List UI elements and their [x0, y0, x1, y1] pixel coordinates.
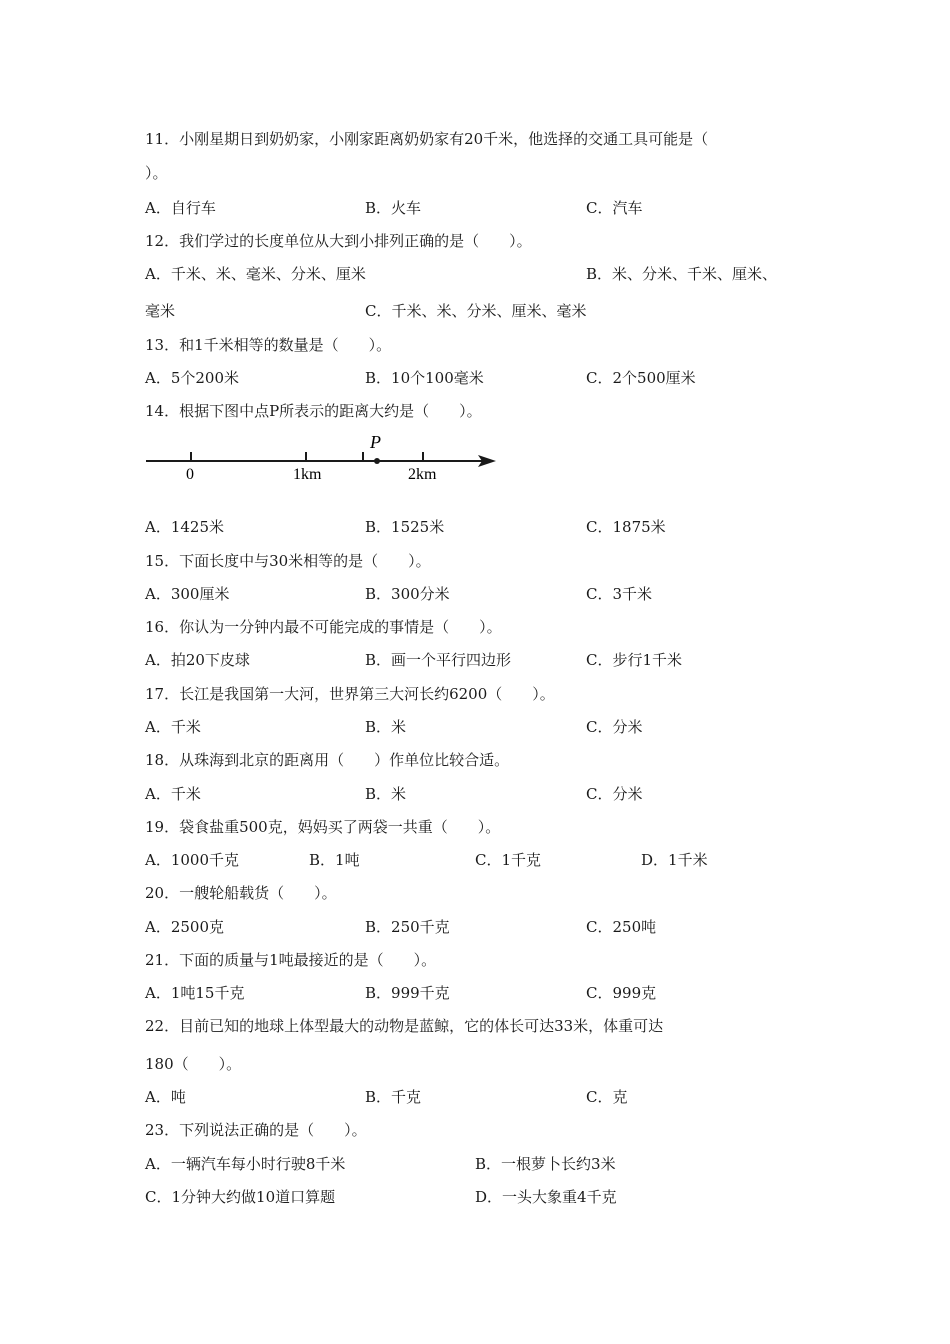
q19-option-a: A．1000千克: [145, 851, 240, 869]
q11-option-a: A．自行车: [145, 199, 216, 217]
q22-stem-cont: 180（ ）。: [145, 1055, 242, 1073]
q22-stem: 22．目前已知的地球上体型最大的动物是蓝鲸，它的体长可达33米，体重可达: [145, 1017, 664, 1035]
q16-option-a: A．拍20下皮球: [145, 651, 250, 669]
q16-option-c: C．步行1千米: [586, 651, 683, 669]
q17-stem: 17．长江是我国第一大河，世界第三大河长约6200（ ）。: [145, 685, 555, 703]
q21-option-b: B．999千克: [365, 984, 450, 1002]
q14-option-b: B．1525米: [365, 518, 445, 536]
q20-option-b: B．250千克: [365, 918, 450, 936]
q12-stem: 12．我们学过的长度单位从大到小排列正确的是（ ）。: [145, 232, 532, 250]
q18-option-a: A．千米: [145, 785, 201, 803]
q15-option-c: C．3千米: [586, 585, 653, 603]
q17-option-b: B．米: [365, 718, 407, 736]
label-1km: 1km: [293, 466, 322, 483]
q18-option-c: C．分米: [586, 785, 643, 803]
q19-stem: 19．袋食盐重500克，妈妈买了两袋一共重（ ）。: [145, 818, 501, 836]
q15-option-b: B．300分米: [365, 585, 450, 603]
q16-stem: 16．你认为一分钟内最不可能完成的事情是（ ）。: [145, 618, 502, 636]
q22-option-b: B．千克: [365, 1088, 422, 1106]
q14-number-line: [140, 428, 510, 488]
q15-stem: 15．下面长度中与30米相等的是（ ）。: [145, 552, 431, 570]
q23-option-a: A．一辆汽车每小时行驶8千米: [145, 1155, 346, 1173]
q22-option-c: C．克: [586, 1088, 628, 1106]
q20-option-a: A．2500克: [145, 918, 225, 936]
q13-option-c: C．2个500厘米: [586, 369, 696, 387]
q13-stem: 13．和1千米相等的数量是（ ）。: [145, 336, 392, 354]
q19-option-d: D．1千米: [641, 851, 708, 869]
q23-option-d: D．一头大象重4千克: [475, 1188, 617, 1206]
q17-option-c: C．分米: [586, 718, 643, 736]
q12-option-a: A．千米、米、毫米、分米、厘米: [145, 265, 366, 283]
q23-stem: 23．下列说法正确的是（ ）。: [145, 1121, 367, 1139]
q14-stem: 14．根据下图中点P所表示的距离大约是（ ）。: [145, 402, 482, 420]
q21-option-a: A．1吨15千克: [145, 984, 245, 1002]
q14-option-c: C．1875米: [586, 518, 666, 536]
q20-stem: 20．一艘轮船载货（ ）。: [145, 884, 337, 902]
q11-option-c: C．汽车: [586, 199, 643, 217]
label-0: 0: [186, 466, 194, 483]
q13-option-a: A．5个200米: [145, 369, 240, 387]
q11-stem: 11．小刚星期日到奶奶家，小刚家距离奶奶家有20千米，他选择的交通工具可能是（: [145, 130, 709, 148]
q18-option-b: B．米: [365, 785, 407, 803]
q12-option-b-cont: 毫米: [145, 302, 176, 320]
point-p: [374, 458, 380, 464]
q20-option-c: C．250吨: [586, 918, 657, 936]
q22-option-a: A．吨: [145, 1088, 186, 1106]
q12-option-b: B．米、分米、千米、厘米、: [586, 265, 778, 283]
q11-option-b: B．火车: [365, 199, 422, 217]
q19-option-b: B．1吨: [309, 851, 360, 869]
point-p-label: P: [370, 432, 381, 452]
q21-option-c: C．999克: [586, 984, 657, 1002]
q13-option-b: B．10个100毫米: [365, 369, 484, 387]
q17-option-a: A．千米: [145, 718, 201, 736]
label-2km: 2km: [408, 466, 437, 483]
q15-option-a: A．300厘米: [145, 585, 230, 603]
q19-option-c: C．1千克: [475, 851, 542, 869]
q18-stem: 18．从珠海到北京的距离用（ ）作单位比较合适。: [145, 751, 510, 769]
q12-option-c: C．千米、米、分米、厘米、毫米: [365, 302, 587, 320]
q23-option-c: C．1分钟大约做10道口算题: [145, 1188, 336, 1206]
q14-option-a: A．1425米: [145, 518, 225, 536]
q21-stem: 21．下面的质量与1吨最接近的是（ ）。: [145, 951, 437, 969]
q23-option-b: B．一根萝卜长约3米: [475, 1155, 616, 1173]
q11-stem-cont: ）。: [145, 164, 168, 182]
q16-option-b: B．画一个平行四边形: [365, 651, 512, 669]
